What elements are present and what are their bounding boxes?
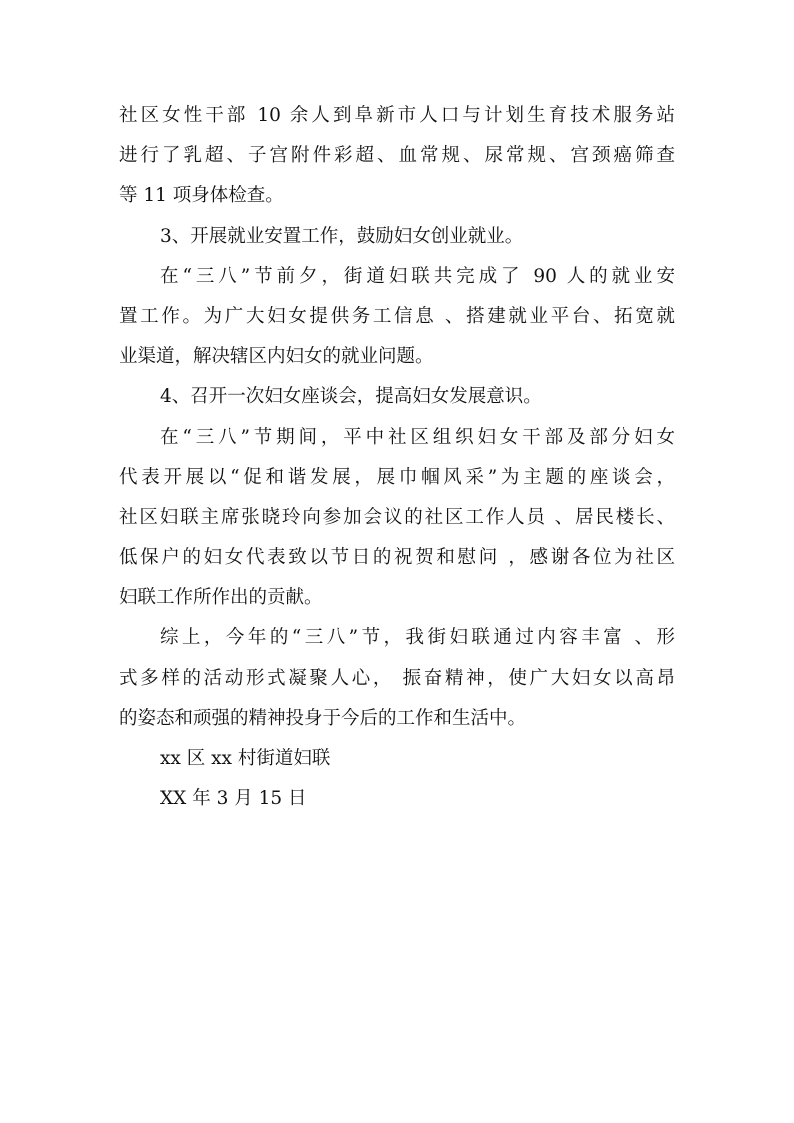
body-line: 社区妇联主席张晓玲向参加会议的社区工作人员 、居民楼长、 — [119, 506, 675, 528]
body-line: 妇联工作所作出的贡献。 — [119, 587, 323, 609]
body-line: 低保户的妇女代表致以节日的祝贺和慰问 ，感谢各位为社区 — [119, 547, 675, 569]
body-line: 等 11 项身体检查。 — [119, 185, 284, 207]
signature-organization: xx 区 xx 村街道妇联 — [160, 748, 331, 769]
body-line: 在“三八”节期间，平中社区组织妇女干部及部分妇女 — [160, 426, 675, 448]
body-line: 社区女性干部 10 余人到阜新市人口与计划生育技术服务站 — [119, 105, 675, 126]
body-line: 式多样的活动形式凝聚人心， 振奋精神，使广大妇女以高昂 — [119, 667, 675, 689]
signature-date: XX 年 3 月 15 日 — [160, 788, 307, 810]
body-line: 业渠道，解决辖区内妇女的就业问题。 — [119, 346, 434, 368]
body-line: 的姿态和顽强的精神投身于今后的工作和生活中。 — [119, 707, 527, 729]
section-heading: 4、召开一次妇女座谈会，提高妇女发展意识。 — [160, 386, 542, 408]
body-line: 在“三八”节前夕，街道妇联共完成了 90 人的就业安 — [160, 265, 675, 287]
body-line: 代表开展以“促和谐发展，展巾帼风采”为主题的座谈会， — [119, 466, 675, 488]
body-line: 综上，今年的“三八”节，我街妇联通过内容丰富 、形 — [160, 627, 675, 649]
section-heading: 3、开展就业安置工作，鼓励妇女创业就业。 — [160, 225, 524, 247]
document-body — [119, 96, 675, 819]
body-line: 置工作。为广大妇女提供务工信息 、搭建就业平台、拓宽就 — [119, 305, 675, 327]
body-line: 进行了乳超、子宫附件彩超、血常规、尿常规、宫颈癌筛查 — [119, 145, 675, 167]
